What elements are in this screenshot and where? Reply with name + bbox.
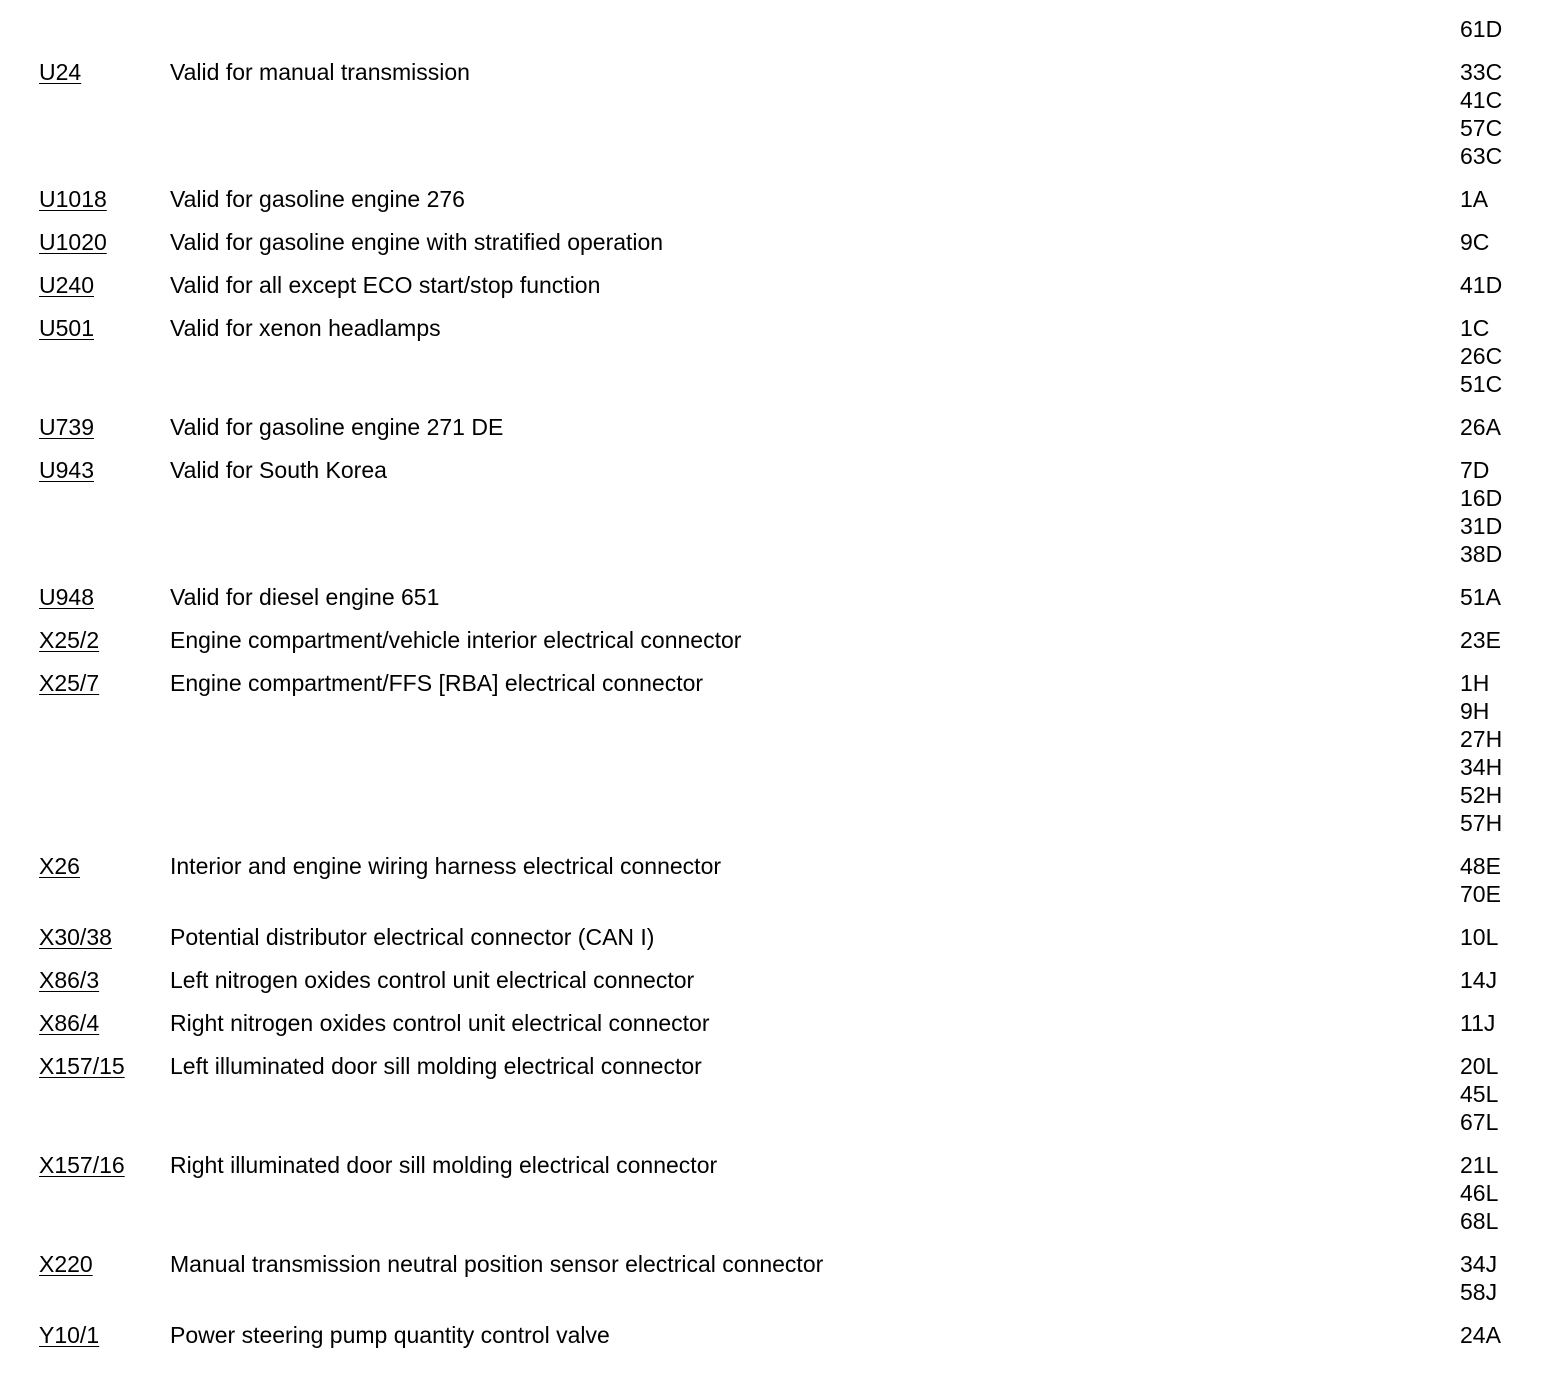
grid-reference: 7D [1460,457,1490,483]
grid-reference-list [1460,185,1488,213]
grid-reference: 51A [1460,584,1501,610]
grid-reference-list [1460,271,1502,299]
grid-reference-list [1460,1052,1498,1136]
component-code-link[interactable]: X26 [39,853,80,879]
grid-reference-list [1460,15,1502,43]
grid-reference: 27H [1460,726,1503,752]
grid-reference: 68L [1460,1208,1499,1234]
component-description: Engine compartment/vehicle interior electrical connector [170,627,742,653]
component-description: Valid for all except ECO start/stop function [170,272,601,298]
grid-reference-list [1460,1250,1497,1306]
component-code-link[interactable]: U24 [39,59,82,85]
component-code-link[interactable]: X157/16 [39,1152,125,1178]
component-description: Left illuminated door sill molding electrical connector [170,1053,702,1079]
component-description: Valid for manual transmission [170,59,470,85]
grid-reference: 1H [1460,670,1490,696]
grid-reference: 45L [1460,1081,1499,1107]
grid-reference: 24A [1460,1322,1501,1348]
grid-reference: 33C [1460,59,1503,85]
component-description: Right illuminated door sill molding electrical connector [170,1152,718,1178]
grid-reference-list [1460,1151,1498,1235]
grid-reference: 9C [1460,229,1490,255]
grid-reference: 41C [1460,87,1503,113]
component-code-link[interactable]: U948 [39,584,94,610]
grid-reference-list [1460,669,1502,837]
grid-reference: 9H [1460,698,1490,724]
component-description: Engine compartment/FFS [RBA] electrical connector [170,670,704,696]
component-description: Valid for gasoline engine 271 DE [170,414,504,440]
grid-reference-list [1460,1009,1495,1037]
component-code-link[interactable]: X220 [39,1251,93,1277]
component-code-link[interactable]: X30/38 [39,924,112,950]
grid-reference-list [1460,58,1502,170]
grid-reference: 67L [1460,1109,1499,1135]
grid-reference: 14J [1460,967,1498,993]
component-code-link[interactable]: X86/4 [39,1010,100,1036]
component-code-link[interactable]: X25/7 [39,670,100,696]
grid-reference-list [1460,966,1497,994]
grid-reference-list [1460,456,1502,568]
grid-reference: 34H [1460,754,1503,780]
grid-reference-list [1460,228,1489,256]
grid-reference: 10L [1460,924,1499,950]
component-description: Potential distributor electrical connector (CAN I) [170,924,655,950]
component-code-link[interactable]: X157/15 [39,1053,125,1079]
grid-reference: 48E [1460,853,1501,879]
component-code-link[interactable]: X25/2 [39,627,100,653]
grid-reference-list [1460,923,1498,951]
grid-reference: 38D [1460,541,1503,567]
grid-reference-list [1460,852,1501,908]
component-code-link[interactable]: U739 [39,414,94,440]
component-description: Manual transmission neutral position sensor electrical connector [170,1251,824,1277]
grid-reference: 51C [1460,371,1503,397]
component-description: Valid for gasoline engine 276 [170,186,465,212]
grid-reference: 23E [1460,627,1501,653]
grid-reference: 16D [1460,485,1503,511]
grid-reference: 52H [1460,782,1503,808]
component-code-link[interactable]: U501 [39,315,94,341]
component-code-link[interactable]: X86/3 [39,967,100,993]
grid-reference: 31D [1460,513,1503,539]
grid-reference: 61D [1460,16,1503,42]
component-code-link[interactable]: U1018 [39,186,107,212]
component-description: Left nitrogen oxides control unit electrical connector [170,967,695,993]
component-description: Valid for South Korea [170,457,387,483]
component-description: Valid for diesel engine 651 [170,584,440,610]
component-description: Right nitrogen oxides control unit electrical connector [170,1010,710,1036]
component-code-link[interactable]: U943 [39,457,94,483]
grid-reference: 21L [1460,1152,1499,1178]
grid-reference: 46L [1460,1180,1499,1206]
component-code-link[interactable]: Y10/1 [39,1322,100,1348]
grid-reference: 1A [1460,186,1489,212]
grid-reference: 26A [1460,414,1501,440]
grid-reference: 1C [1460,315,1490,341]
component-code-link[interactable]: U1020 [39,229,107,255]
grid-reference-list [1460,626,1501,654]
component-description: Valid for gasoline engine with stratified operation [170,229,664,255]
grid-reference: 11J [1460,1010,1496,1036]
grid-reference: 57C [1460,115,1503,141]
grid-reference: 26C [1460,343,1503,369]
grid-reference-list [1460,583,1501,611]
grid-reference: 20L [1460,1053,1499,1079]
grid-reference: 34J [1460,1251,1498,1277]
grid-reference: 41D [1460,272,1503,298]
grid-reference-list [1460,413,1501,441]
component-code-link[interactable]: U240 [39,272,94,298]
grid-reference-list [1460,314,1502,398]
component-description: Interior and engine wiring harness electrical connector [170,853,722,879]
component-description: Power steering pump quantity control valve [170,1322,610,1348]
grid-reference-list [1460,1321,1501,1349]
grid-reference: 58J [1460,1279,1498,1305]
grid-reference: 63C [1460,143,1503,169]
grid-reference: 57H [1460,810,1503,836]
grid-reference: 70E [1460,881,1501,907]
component-description: Valid for xenon headlamps [170,315,441,341]
